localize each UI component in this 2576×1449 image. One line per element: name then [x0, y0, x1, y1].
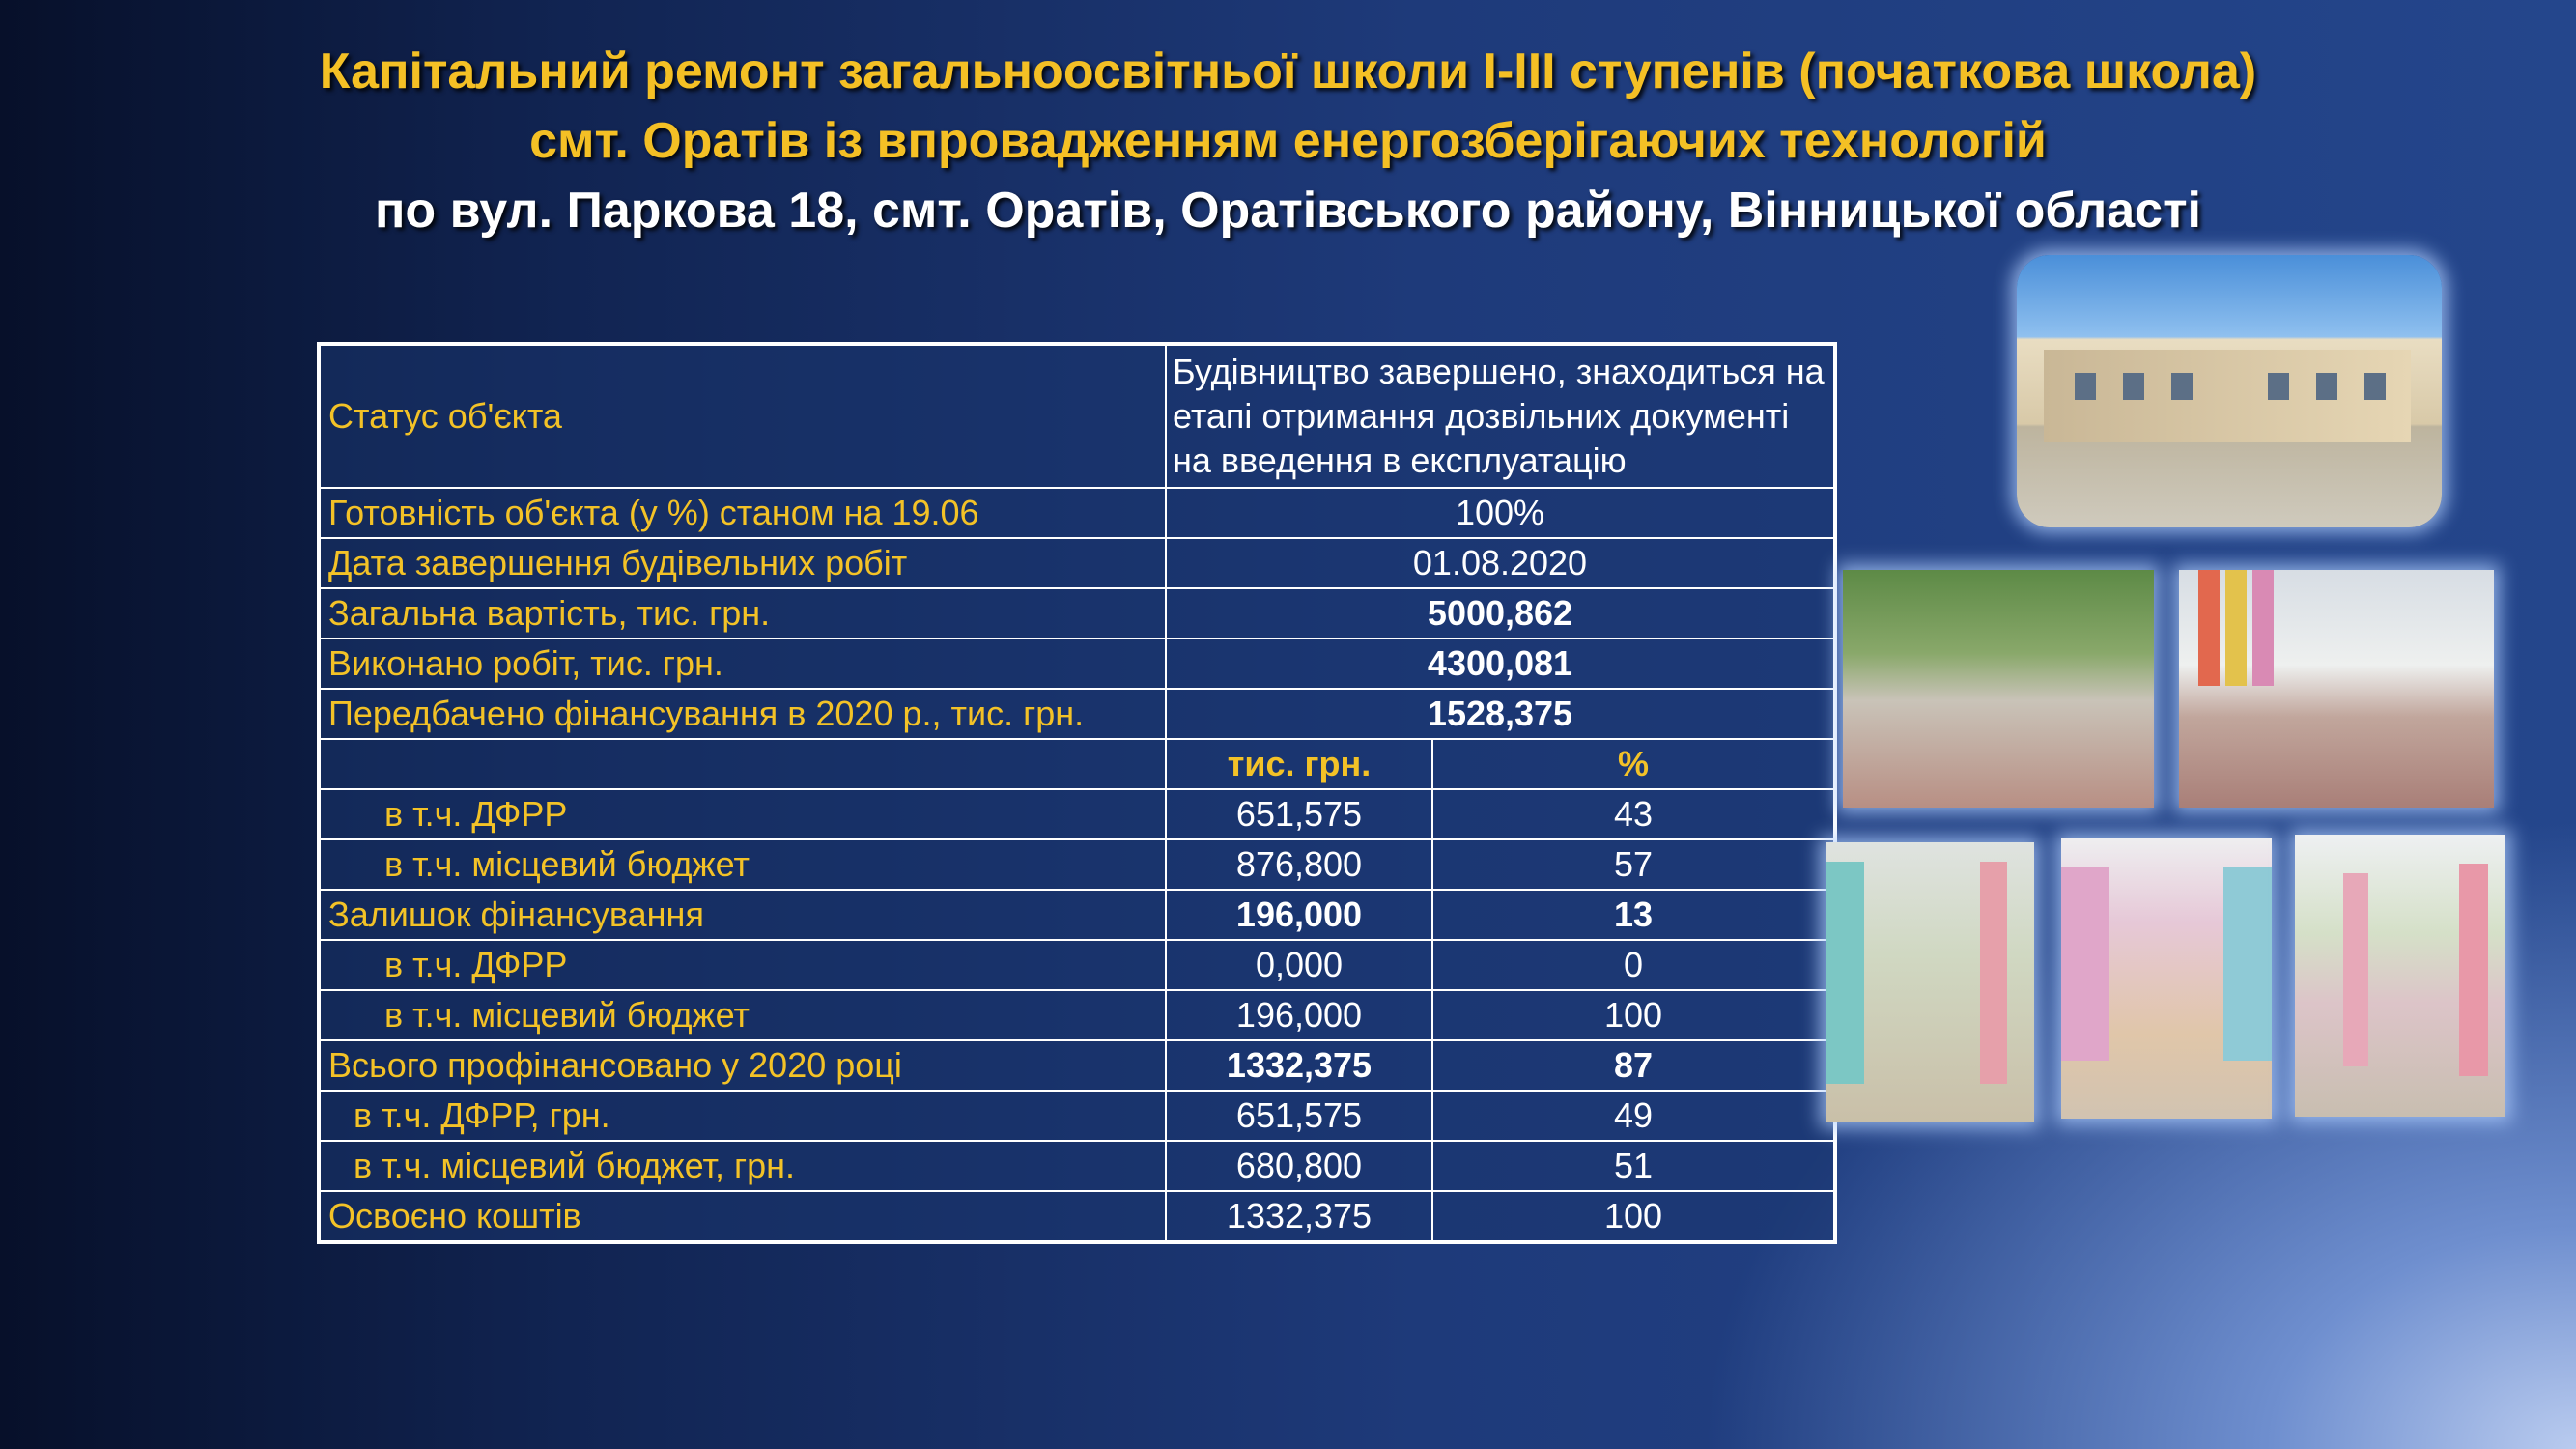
row-amount: 651,575 [1166, 789, 1432, 839]
title-line-2: смт. Оратів із впровадженням енергозберігаючих технологій [529, 113, 2047, 169]
row-amount: 680,800 [1166, 1141, 1432, 1191]
window-shape [2268, 373, 2289, 400]
colored-stripe-shape [2225, 570, 2247, 686]
row-amount: 651,575 [1166, 1091, 1432, 1141]
row-label: в т.ч. ДФРР [319, 940, 1166, 990]
corridor-photo [2061, 838, 2272, 1119]
table-row [319, 1091, 1835, 1141]
table-row [319, 588, 1835, 639]
row-percent: 51 [1432, 1141, 1835, 1191]
window-shape [2075, 373, 2096, 400]
row-label: в т.ч. місцевий бюджет [319, 990, 1166, 1040]
table-row [319, 940, 1835, 990]
row-percent: 49 [1432, 1091, 1835, 1141]
status-label: Статус об'єкта [319, 344, 1166, 488]
work-done-label: Виконано робіт, тис. грн. [319, 639, 1166, 689]
row-label: Залишок фінансування [319, 890, 1166, 940]
row-amount: 196,000 [1166, 990, 1432, 1040]
row-amount: 1332,375 [1166, 1191, 1432, 1242]
table-row [319, 789, 1835, 839]
work-done-value: 4300,081 [1166, 639, 1835, 689]
row-label: Освоєно коштів [319, 1191, 1166, 1242]
table-row [319, 538, 1835, 588]
row-label: в т.ч. ДФРР, грн. [319, 1091, 1166, 1141]
row-amount: 876,800 [1166, 839, 1432, 890]
row-amount: 0,000 [1166, 940, 1432, 990]
planned-funding-label: Передбачено фінансування в 2020 р., тис. грн. [319, 689, 1166, 739]
window-shape [2171, 373, 2193, 400]
row-percent: 57 [1432, 839, 1835, 890]
classroom-photo [1826, 842, 2034, 1122]
wall-shape [2223, 867, 2272, 1061]
table-row [319, 1141, 1835, 1191]
school-yard-photo [1843, 570, 2154, 808]
header-thousand-uah: тис. грн. [1166, 739, 1432, 789]
completion-date-label: Дата завершення будівельних робіт [319, 538, 1166, 588]
building-wing-shape [2044, 350, 2411, 442]
table-row [319, 990, 1835, 1040]
row-label: в т.ч. місцевий бюджет, грн. [319, 1141, 1166, 1191]
hall-photo [2295, 835, 2505, 1117]
table-row [319, 488, 1835, 538]
school-entrance-photo [2179, 570, 2494, 808]
row-percent: 43 [1432, 789, 1835, 839]
table-row [319, 890, 1835, 940]
readiness-label: Готовність об'єкта (у %) станом на 19.06 [319, 488, 1166, 538]
row-percent: 100 [1432, 1191, 1835, 1242]
column-shape [1980, 862, 2007, 1084]
table-row [319, 1040, 1835, 1091]
row-label: в т.ч. ДФРР [319, 789, 1166, 839]
row-percent: 13 [1432, 890, 1835, 940]
table-row [319, 839, 1835, 890]
table-header-row [319, 739, 1835, 789]
readiness-value: 100% [1166, 488, 1835, 538]
completion-date-value: 01.08.2020 [1166, 538, 1835, 588]
window-shape [2364, 373, 2386, 400]
header-empty-cell [319, 739, 1166, 789]
table-row [319, 639, 1835, 689]
total-cost-label: Загальна вартість, тис. грн. [319, 588, 1166, 639]
status-value: Будівництво завершено, знаходиться на етапі отримання дозвільних документі на введення в експлуатацію [1166, 344, 1835, 488]
row-label: Всього профінансовано у 2020 році [319, 1040, 1166, 1091]
row-percent: 87 [1432, 1040, 1835, 1091]
title-line-3: по вул. Паркова 18, смт. Оратів, Оратівського району, Вінницької області [375, 183, 2201, 239]
row-percent: 100 [1432, 990, 1835, 1040]
row-amount: 196,000 [1166, 890, 1432, 940]
title-line-1: Капітальний ремонт загальноосвітньої школи І-ІІІ ступенів (початкова школа) [319, 43, 2257, 99]
colored-stripe-shape [2252, 570, 2274, 686]
column-shape [2459, 864, 2488, 1076]
school-exterior-photo [2017, 255, 2442, 527]
table-row [319, 344, 1835, 488]
row-percent: 0 [1432, 940, 1835, 990]
column-shape [2343, 873, 2368, 1066]
row-label: в т.ч. місцевий бюджет [319, 839, 1166, 890]
project-info-table [317, 342, 1837, 1244]
header-percent: % [1432, 739, 1835, 789]
window-shape [2316, 373, 2337, 400]
table-row [319, 1191, 1835, 1242]
planned-funding-value: 1528,375 [1166, 689, 1835, 739]
row-amount: 1332,375 [1166, 1040, 1432, 1091]
window-shape [2123, 373, 2144, 400]
table-row [319, 689, 1835, 739]
column-shape [1826, 862, 1864, 1084]
total-cost-value: 5000,862 [1166, 588, 1835, 639]
wall-shape [2061, 867, 2109, 1061]
colored-stripe-shape [2198, 570, 2220, 686]
